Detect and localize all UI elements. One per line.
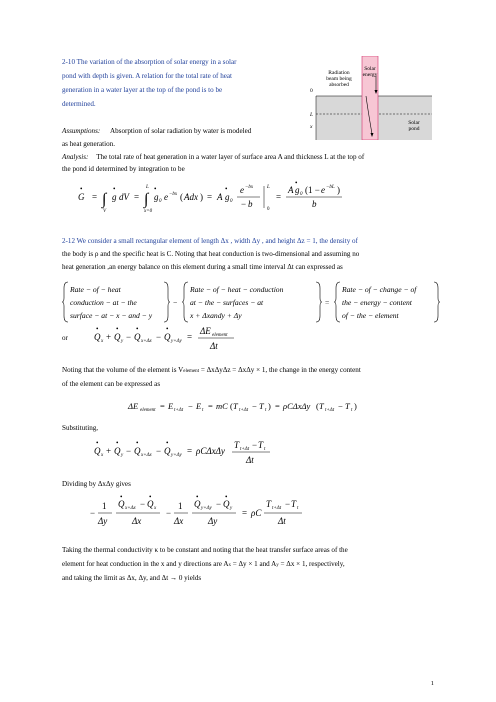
- svg-text:x+Δx: x+Δx: [141, 453, 152, 458]
- divided-equation: [90, 494, 310, 534]
- svg-text:t: t: [202, 408, 204, 413]
- svg-text:Q: Q: [194, 499, 201, 509]
- svg-text:•: •: [96, 325, 99, 333]
- substituted-equation: [92, 436, 272, 470]
- svg-text:x: x: [101, 453, 104, 458]
- figure-label-absorbed: absorbed: [329, 82, 349, 88]
- svg-text:•: •: [166, 325, 169, 333]
- svg-text:−: −: [156, 332, 162, 342]
- svg-text:−bx: −bx: [245, 185, 254, 190]
- problem-2-10-title-line-2: pond with depth is given. A relation for the total rate of heat: [62, 72, 233, 80]
- svg-text:Q: Q: [164, 446, 171, 456]
- taking-text-a: element for heat conduction in the x and y directions are A: [62, 560, 229, 568]
- analysis-label: Analysis:: [62, 153, 89, 161]
- svg-text:g: g: [112, 192, 117, 202]
- svg-text:−: −: [216, 499, 222, 509]
- svg-text:Q: Q: [114, 332, 121, 342]
- svg-text:−: −: [285, 499, 291, 509]
- svg-text:ρCΔxΔy: ρCΔxΔy: [283, 401, 311, 411]
- svg-text:•: •: [136, 439, 139, 447]
- problem-2-10-title-line-1: 2-10 The variation of the absorption of solar energy in a solar: [62, 58, 237, 66]
- svg-text:Q: Q: [164, 332, 171, 342]
- svg-text:•: •: [149, 494, 152, 501]
- svg-text:Q: Q: [147, 499, 154, 509]
- assumptions-line-1: [62, 127, 251, 136]
- svg-text:ρC: ρC: [251, 508, 262, 518]
- svg-text:E: E: [196, 401, 202, 411]
- svg-text:Adx: Adx: [184, 192, 198, 202]
- svg-text:∫: ∫: [102, 191, 107, 208]
- figure-label-x: x: [310, 124, 313, 130]
- svg-text:x+Δx: x+Δx: [125, 506, 136, 511]
- svg-text:Q: Q: [134, 446, 141, 456]
- svg-text:ΔE: ΔE: [200, 326, 211, 336]
- svg-text:t+Δt: t+Δt: [174, 408, 184, 413]
- svg-text:(: (: [316, 401, 319, 411]
- problem-2-12-intro: 2-12 We consider a small rectangular element of length Δx , width Δy , and height Δz = 1, the density of: [62, 237, 358, 245]
- svg-text:mC: mC: [216, 401, 228, 411]
- problem-2-12-line-1: [62, 237, 358, 246]
- svg-text:): ): [200, 192, 203, 202]
- svg-text:t: t: [265, 408, 267, 413]
- svg-text:element: element: [140, 408, 156, 413]
- noting-text-b: = ΔxΔyΔz = ΔxΔy × 1, the change in the energy content: [199, 366, 361, 374]
- figure-label-zero: 0: [310, 88, 313, 94]
- taking-text-c: = Δx × 1, respectively,: [278, 560, 345, 568]
- svg-text:): ): [268, 401, 271, 411]
- svg-text:•: •: [96, 439, 99, 447]
- svg-text:Δy: Δy: [98, 516, 108, 526]
- svg-text:x: x: [101, 339, 104, 344]
- svg-text:•: •: [295, 179, 298, 187]
- svg-text:Δx: Δx: [174, 516, 184, 526]
- figure-label-solar: Solar: [364, 66, 376, 72]
- svg-text:T: T: [233, 401, 238, 411]
- or-label: or: [62, 334, 68, 342]
- figure-label-L: L: [310, 112, 314, 118]
- problem-2-12-line-2: the body is ρ and the specific heat is C. Noting that heat conduction is two-dimensional and assuming no: [62, 250, 360, 258]
- svg-text:t+Δt: t+Δt: [325, 408, 335, 413]
- svg-text:T: T: [291, 499, 297, 509]
- svg-text:Q: Q: [134, 332, 141, 342]
- svg-text:Q: Q: [118, 499, 125, 509]
- figure-label-pond-2: pond: [408, 126, 420, 132]
- svg-text:L: L: [267, 185, 270, 190]
- svg-text:y: y: [121, 339, 124, 344]
- svg-text:t+Δt: t+Δt: [272, 506, 282, 511]
- solar-pond-figure: [296, 56, 436, 140]
- box2-line-1: Rate − of − heat − conduction: [190, 285, 284, 294]
- svg-text:G: G: [78, 192, 85, 202]
- svg-text:g: g: [154, 192, 159, 202]
- svg-text:=: =: [134, 192, 140, 202]
- page-number: 1: [430, 680, 434, 687]
- svg-text:t+Δt: t+Δt: [240, 447, 250, 452]
- svg-text:=: =: [187, 332, 193, 342]
- svg-text:dV: dV: [119, 192, 129, 202]
- svg-text:−: −: [126, 446, 132, 456]
- svg-text:(: (: [230, 401, 233, 411]
- figure-label-energy: energy: [362, 72, 378, 78]
- svg-text:y: y: [230, 506, 233, 511]
- svg-text:•: •: [196, 494, 199, 501]
- svg-text:=: =: [325, 298, 330, 307]
- svg-text:=: =: [242, 508, 248, 518]
- svg-text:•: •: [166, 439, 169, 447]
- svg-text:+: +: [106, 332, 112, 342]
- svg-text:): ): [337, 185, 340, 195]
- figure-label-radiation: Radiation: [328, 70, 350, 76]
- problem-2-10-title-line-3: generation in a water layer at the top of the pond is to be: [62, 86, 223, 94]
- svg-text:Q: Q: [223, 499, 230, 509]
- figure-label-pond-1: Solar: [408, 120, 420, 126]
- noting-text-a: Noting that the volume of the element is V: [62, 366, 184, 374]
- svg-text:−: −: [252, 440, 258, 450]
- svg-text:0: 0: [300, 192, 303, 197]
- box1-line-3: surface − at − x − and − y: [70, 311, 153, 320]
- svg-text:=: =: [275, 401, 280, 411]
- svg-text:•: •: [225, 185, 228, 193]
- svg-text:Q: Q: [94, 446, 101, 456]
- svg-text:T: T: [345, 401, 350, 411]
- svg-text:Δt: Δt: [246, 455, 254, 465]
- svg-text:t: t: [351, 408, 353, 413]
- svg-text:−: −: [166, 508, 172, 518]
- problem-2-12-line-3: heat generation ,an energy balance on this element during a small time interval Δt can expressed as: [62, 263, 343, 271]
- svg-text:Δt: Δt: [278, 516, 286, 526]
- taking-text-b: = Δy × 1 and A: [230, 560, 277, 568]
- svg-text:A: A: [288, 185, 294, 195]
- svg-text:0: 0: [159, 199, 162, 204]
- svg-text:•: •: [225, 494, 228, 501]
- dividing-label: Dividing by ΔxΔy gives: [62, 480, 131, 488]
- svg-text:−: −: [173, 298, 178, 307]
- box1-line-1: Rate − of − heat: [70, 285, 121, 294]
- svg-text:): ): [354, 401, 357, 411]
- svg-text:−bx: −bx: [169, 192, 178, 197]
- svg-text:y: y: [121, 453, 124, 458]
- svg-text:T: T: [258, 440, 264, 450]
- box2-line-3: x + Δxandy + Δy: [190, 311, 242, 320]
- svg-text:•: •: [116, 325, 119, 333]
- problem-2-10-title-line-4: determined.: [62, 100, 96, 108]
- svg-text:0: 0: [230, 199, 233, 204]
- svg-text:−bL: −bL: [326, 185, 335, 190]
- svg-text:•: •: [120, 494, 123, 501]
- svg-text:−: −: [126, 332, 132, 342]
- taking-line-1: Taking the thermal conductivity κ to be constant and noting that the heat transfer surface areas of the: [62, 546, 348, 554]
- svg-text:T: T: [234, 440, 240, 450]
- svg-text:g: g: [295, 185, 300, 195]
- box3-line-2: the − energy − content: [342, 298, 412, 307]
- assumptions-line-2: as heat generation.: [62, 140, 115, 148]
- svg-text:T: T: [266, 499, 272, 509]
- svg-text:−: −: [188, 401, 193, 411]
- svg-text:t: t: [264, 447, 266, 452]
- balance-equation: [92, 322, 252, 356]
- analysis-line-1: [62, 153, 364, 162]
- svg-text:t+Δt: t+Δt: [239, 408, 249, 413]
- svg-text:1: 1: [178, 501, 183, 511]
- svg-text:t: t: [297, 506, 299, 511]
- svg-text:=: =: [92, 192, 98, 202]
- svg-text:•: •: [80, 185, 83, 193]
- noting-line-2: of the element can be expressed as: [62, 380, 161, 388]
- svg-text:Δy: Δy: [208, 516, 218, 526]
- svg-text:Q: Q: [114, 446, 121, 456]
- svg-text:•: •: [113, 185, 116, 193]
- svg-text:b: b: [248, 199, 253, 209]
- noting-line-1: Noting that the volume of the element is Velement = ΔxΔyΔz = ΔxΔy × 1, the change in the energy content: [62, 366, 361, 374]
- figure-label-beam: beam being: [326, 76, 352, 82]
- svg-text:e: e: [321, 185, 325, 195]
- box2-line-2: at − the − surfaces − at: [190, 298, 264, 307]
- svg-text:T: T: [319, 401, 324, 411]
- svg-text:−: −: [252, 401, 257, 411]
- assumptions-text: Absorption of solar radiation by water is modeled: [110, 127, 252, 135]
- substituting-label: Substituting,: [62, 424, 99, 432]
- svg-text:g: g: [225, 192, 230, 202]
- svg-text:0: 0: [267, 207, 270, 212]
- svg-text:=: =: [276, 192, 282, 202]
- svg-text:+: +: [106, 446, 112, 456]
- energy-balance-word-equation: [62, 280, 442, 324]
- svg-text:•: •: [154, 185, 157, 193]
- svg-text:x+Δx: x+Δx: [141, 339, 152, 344]
- svg-text:T: T: [259, 401, 264, 411]
- svg-text:Δx: Δx: [132, 516, 142, 526]
- assumptions-label: Assumptions:: [62, 127, 101, 135]
- integral-equation: [62, 176, 382, 216]
- svg-text:Δt: Δt: [210, 341, 218, 351]
- delta-energy-equation: [126, 396, 366, 416]
- svg-text:(: (: [180, 192, 183, 202]
- svg-text:∫: ∫: [144, 191, 149, 208]
- svg-text:y+Δy: y+Δy: [171, 453, 182, 458]
- svg-text:ΔE: ΔE: [128, 401, 139, 411]
- svg-text:E: E: [168, 401, 174, 411]
- svg-text:A: A: [217, 192, 223, 202]
- svg-text:=: =: [208, 401, 213, 411]
- svg-text:x=0: x=0: [144, 209, 153, 214]
- svg-text:−: −: [140, 499, 146, 509]
- svg-text:•: •: [136, 325, 139, 333]
- svg-text:Q: Q: [94, 332, 101, 342]
- svg-text:(1 −: (1 −: [305, 185, 320, 195]
- svg-text:−: −: [338, 401, 343, 411]
- box1-line-2: conduction − at − the: [70, 298, 137, 307]
- svg-text:ρCΔxΔy: ρCΔxΔy: [196, 446, 225, 456]
- svg-text:−: −: [90, 508, 96, 518]
- taking-line-2: element for heat conduction in the x and y directions are Ax = Δy × 1 and Ay = Δx × 1, respectively,: [62, 560, 345, 568]
- svg-text:element: element: [212, 333, 228, 338]
- taking-line-3: and taking the limit as Δx, Δy, and Δt → 0 yields: [62, 574, 202, 582]
- svg-text:−: −: [241, 199, 247, 209]
- svg-text:x: x: [154, 506, 157, 511]
- svg-text:−: −: [156, 446, 162, 456]
- svg-text:•: •: [116, 439, 119, 447]
- box3-line-3: of − the − element: [342, 311, 399, 320]
- box3-line-1: Rate − of − change − of: [342, 285, 417, 294]
- svg-text:V: V: [103, 209, 107, 214]
- svg-text:y+Δy: y+Δy: [171, 339, 182, 344]
- svg-text:=: =: [187, 446, 193, 456]
- svg-text:L: L: [146, 185, 149, 190]
- svg-text:e: e: [240, 185, 244, 195]
- analysis-line-2: the pond id determined by integration to be: [62, 165, 185, 173]
- svg-text:b: b: [312, 199, 317, 209]
- svg-text:=: =: [160, 401, 165, 411]
- svg-text:=: =: [207, 192, 213, 202]
- analysis-text: The total rate of heat generation in a water layer of surface area A and thickness L at the top of: [96, 153, 365, 161]
- svg-text:1: 1: [102, 501, 107, 511]
- svg-text:e: e: [164, 192, 168, 202]
- svg-text:y+Δy: y+Δy: [201, 506, 212, 511]
